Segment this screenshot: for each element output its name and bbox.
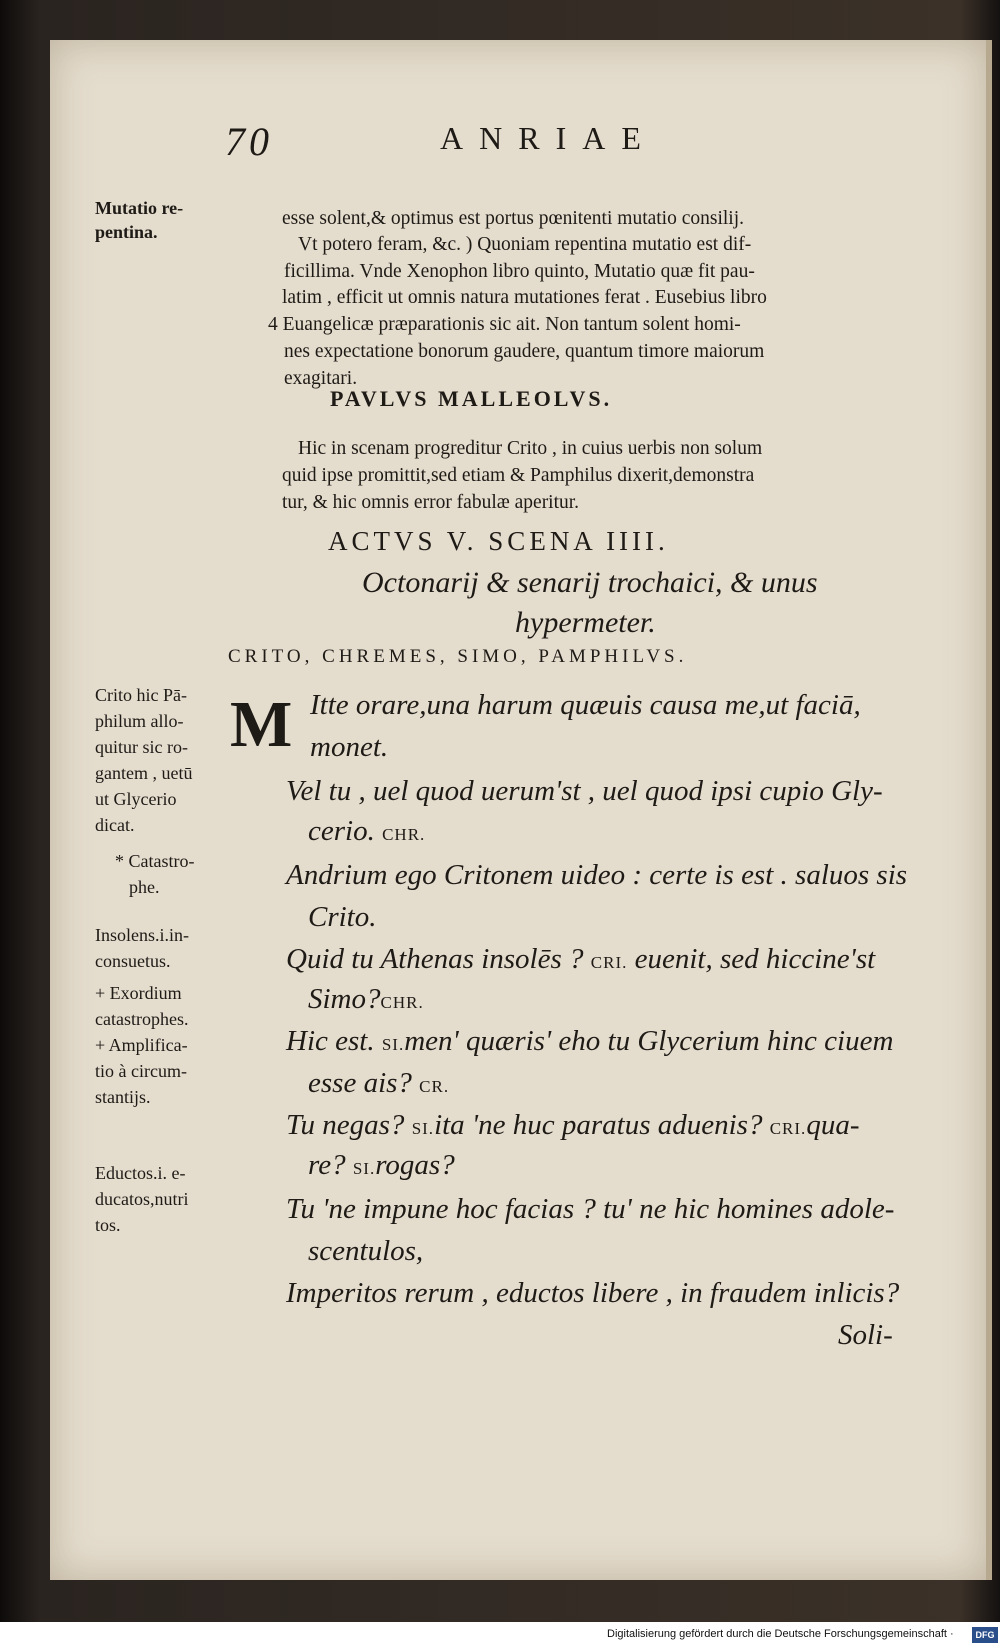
digitization-credit: Digitalisierung gefördert durch die Deutsche Forschungsgemeinschaft · xyxy=(607,1628,954,1640)
verse-line: Simo?CHR. xyxy=(308,983,424,1015)
commentary-line: Hic in scenam progreditur Crito , in cuius uerbis non solum xyxy=(298,438,763,459)
catchword: Soli- xyxy=(838,1319,893,1351)
margin-note-catastrophe: * Catastro- phe. xyxy=(115,851,195,897)
speaker-list: CRITO, CHREMES, SIMO, PAMPHILVS. xyxy=(228,646,688,667)
commentary-line: latim , efficit ut omnis natura mutationes ferat . Eusebius libro xyxy=(282,287,767,308)
margin-note-eductos: Eductos.i. e- ducatos,nutri tos. xyxy=(95,1163,189,1235)
meter-description-continued: hypermeter. xyxy=(515,606,656,639)
dfg-logo-badge: DFG xyxy=(972,1627,998,1643)
commentary-line: esse solent,& optimus est portus pœnitenti mutatio consilij. xyxy=(282,208,745,229)
page-number: 70 xyxy=(225,119,273,164)
section-heading-paulus-malleolus: PAVLVS MALLEOLVS. xyxy=(330,386,613,411)
margin-note-mutatio: Mutatio re- pentina. xyxy=(95,198,184,242)
verse-line: Andrium ego Critonem uideo : certe is est . saluos sis xyxy=(286,859,908,891)
commentary-line: tur, & hic omnis error fabulæ aperitur. xyxy=(282,492,580,513)
commentary-line: 4 Euangelicæ præparationis sic ait. Non tantum solent homi- xyxy=(268,314,741,335)
running-head: ANRIAE xyxy=(440,120,657,156)
commentary-line: ficillima. Vnde Xenophon libro quinto, Mutatio quæ fit pau- xyxy=(284,261,755,282)
verse-line: cerio. CHR. xyxy=(308,815,426,847)
verse-line: Quid tu Athenas insolēs ? CRI. euenit, sed hiccine'st xyxy=(286,943,876,975)
drop-initial: M xyxy=(230,688,293,761)
commentary-line: nes expectatione bonorum gaudere, quantum timore maiorum xyxy=(284,341,765,362)
commentary-line: quid ipse promittit,sed etiam & Pamphilus dixerit,demonstra xyxy=(282,465,755,486)
verse-line: esse ais? CR. xyxy=(308,1067,450,1099)
verse-line: Hic est. SI.men' quæris' eho tu Glycerium hinc ciuem xyxy=(286,1025,894,1057)
verse-line: Crito. xyxy=(308,901,377,933)
commentary-line: Vt potero feram, &c. ) Quoniam repentina mutatio est dif- xyxy=(298,234,752,255)
verse-line: Imperitos rerum , eductos libere , in fraudem inlicis? xyxy=(286,1277,900,1309)
verse-line: scentulos, xyxy=(308,1235,424,1267)
margin-note-crito: Crito hic Pā- philum allo- quitur sic ro- gantem , uetū ut Glycerio dicat. xyxy=(95,685,193,835)
scene-heading: ACTVS V. SCENA IIII. xyxy=(328,526,669,556)
margin-note-insolens: Insolens.i.in- consuetus. xyxy=(95,925,189,971)
verse-line: re? SI.rogas? xyxy=(308,1149,455,1181)
verse-line: Tu 'ne impune hoc facias ? tu' ne hic homines adole- xyxy=(286,1193,895,1225)
verse-line: Itte orare,una harum quæuis causa me,ut faciā, xyxy=(310,689,861,721)
verse-line: Vel tu , uel quod uerum'st , uel quod ipsi cupio Gly- xyxy=(286,775,883,807)
verse-line: Tu negas? SI.ita 'ne huc paratus aduenis? CRI.qua- xyxy=(286,1109,860,1141)
commentary-line: exagitari. xyxy=(284,368,358,389)
margin-note-exordium: + Exordium catastrophes. xyxy=(95,983,189,1029)
verse-line: monet. xyxy=(310,731,389,763)
meter-description: Octonarij & senarij trochaici, & unus xyxy=(362,566,818,599)
margin-note-amplificatio: + Amplifica- tio à circum- stantijs. xyxy=(95,1035,188,1107)
